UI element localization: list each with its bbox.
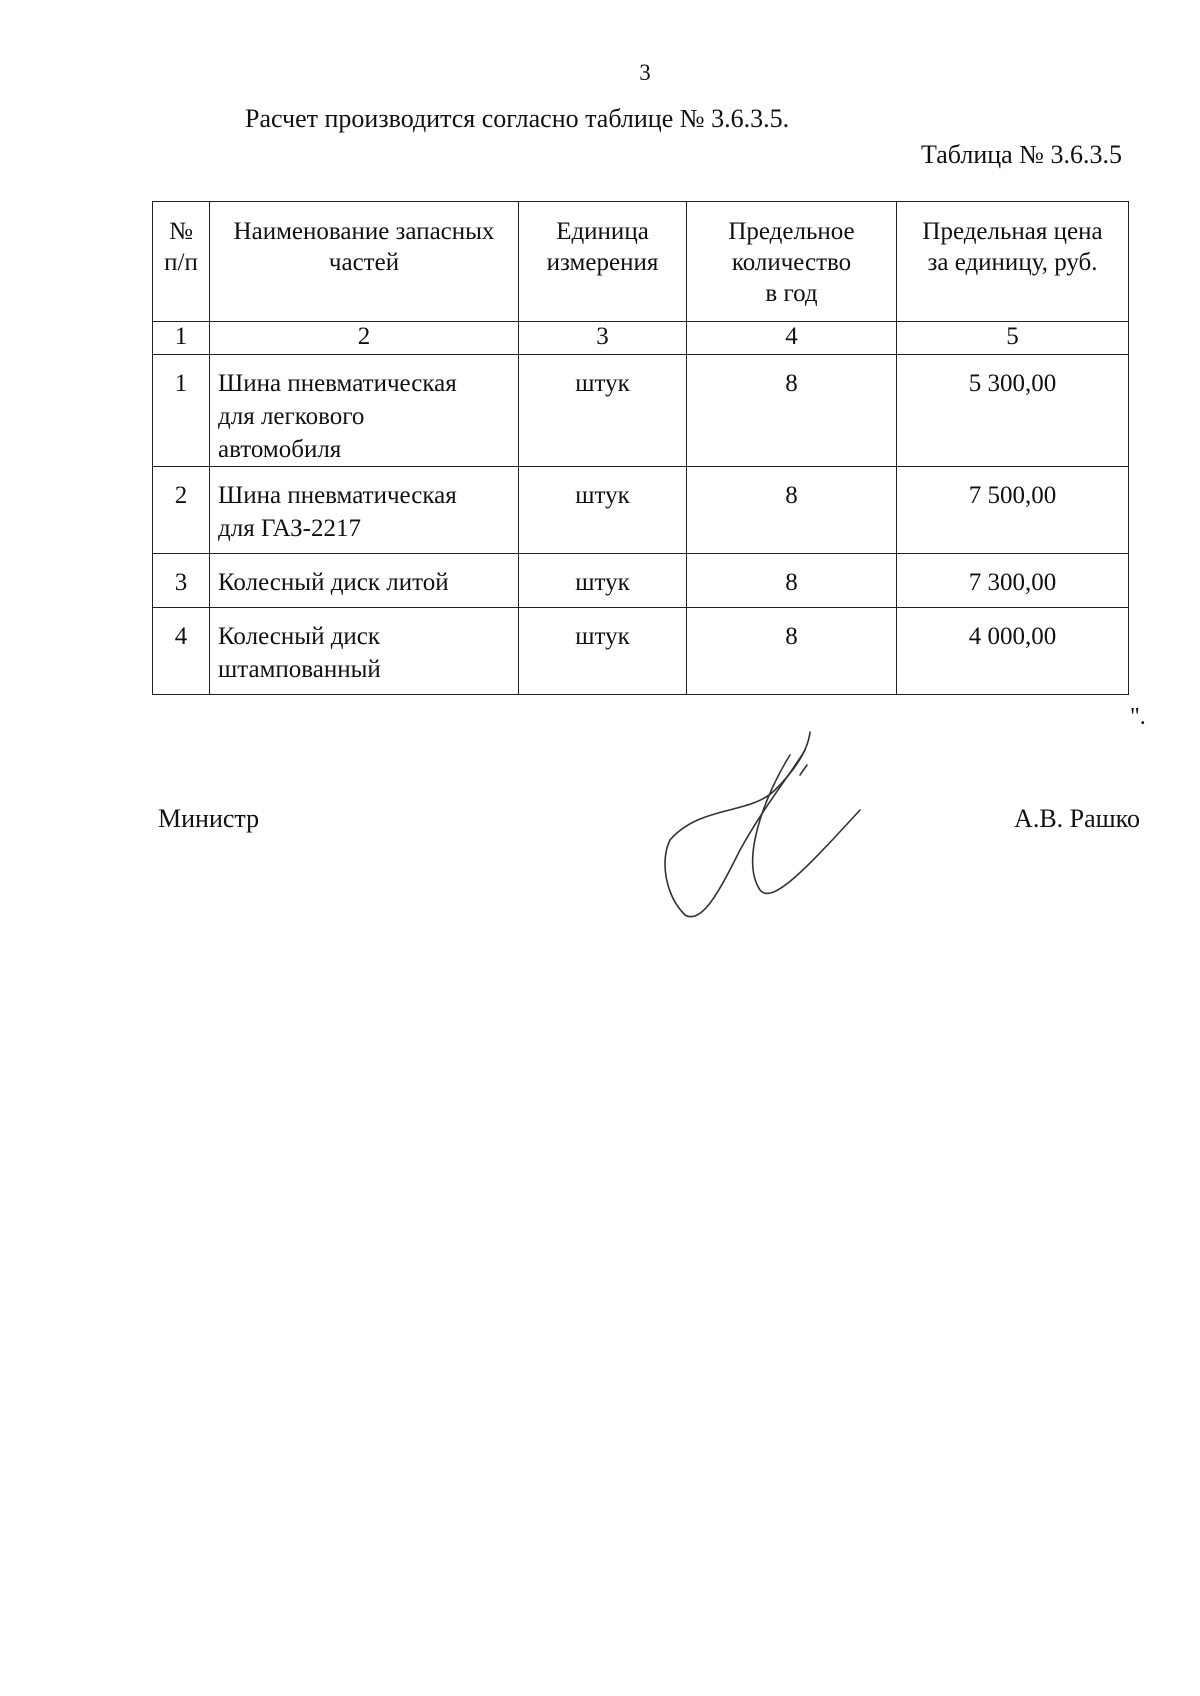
- quantity: 8: [687, 608, 897, 695]
- header-line: в год: [765, 280, 818, 307]
- header-quantity: [687, 202, 897, 322]
- column-number-row: [153, 322, 1129, 355]
- unit: штук: [519, 554, 687, 608]
- column-number: 1: [153, 322, 210, 355]
- part-name: [210, 467, 519, 554]
- part-name-line: автомобиля: [218, 436, 342, 463]
- spare-parts-table: [152, 201, 1129, 695]
- signatory-name: А.В. Рашко: [1014, 804, 1140, 833]
- closing-quote-mark: ".: [1130, 704, 1146, 730]
- unit: штук: [519, 467, 687, 554]
- header-line: частей: [328, 249, 400, 276]
- header-index: [153, 202, 210, 322]
- table-row: [153, 608, 1129, 695]
- row-index: 4: [153, 608, 210, 695]
- intro-text: Расчет производится согласно таблице № 3.6.3.5.: [245, 104, 790, 133]
- column-number: 3: [519, 322, 687, 355]
- header-price: [897, 202, 1129, 322]
- row-index: 2: [153, 467, 210, 554]
- header-line: Единица: [556, 218, 649, 245]
- header-line: количество: [731, 249, 852, 276]
- part-name-line: для легкового: [218, 403, 365, 430]
- header-line: №: [169, 218, 193, 245]
- price: 7 500,00: [897, 467, 1129, 554]
- handwritten-signature: [640, 720, 880, 940]
- row-index: 3: [153, 554, 210, 608]
- column-number: 4: [687, 322, 897, 355]
- header-part-name: [210, 202, 519, 322]
- header-line: Предельная цена: [922, 218, 1103, 245]
- table-row: [153, 554, 1129, 608]
- header-unit: [519, 202, 687, 322]
- header-line: Предельное: [728, 218, 855, 245]
- part-name-line: Колесный диск: [218, 623, 381, 650]
- header-line: измерения: [546, 249, 659, 276]
- part-name-line: для ГАЗ-2217: [218, 515, 361, 542]
- quantity: 8: [687, 467, 897, 554]
- signatory-position: Министр: [158, 804, 260, 833]
- part-name-line: Шина пневматическая: [218, 482, 457, 509]
- price: 5 300,00: [897, 355, 1129, 467]
- part-name: [210, 554, 519, 608]
- table-row: [153, 467, 1129, 554]
- quantity: 8: [687, 355, 897, 467]
- column-number: 5: [897, 322, 1129, 355]
- table-row: [153, 355, 1129, 467]
- part-name-line: штампованный: [218, 656, 381, 683]
- page-number: 3: [639, 60, 651, 85]
- quantity: 8: [687, 554, 897, 608]
- price: 7 300,00: [897, 554, 1129, 608]
- header-line: за единицу, руб.: [927, 249, 1098, 276]
- part-name-line: Шина пневматическая: [218, 370, 457, 397]
- header-line: п/п: [164, 249, 198, 276]
- part-name-line: Колесный диск литой: [218, 569, 449, 596]
- column-number: 2: [210, 322, 519, 355]
- price: 4 000,00: [897, 608, 1129, 695]
- header-line: Наименование запасных: [233, 218, 495, 245]
- row-index: 1: [153, 355, 210, 467]
- table-caption: Таблица № 3.6.3.5: [920, 140, 1122, 169]
- unit: штук: [519, 608, 687, 695]
- part-name: [210, 355, 519, 467]
- unit: штук: [519, 355, 687, 467]
- table-header-row: [153, 202, 1129, 322]
- part-name: [210, 608, 519, 695]
